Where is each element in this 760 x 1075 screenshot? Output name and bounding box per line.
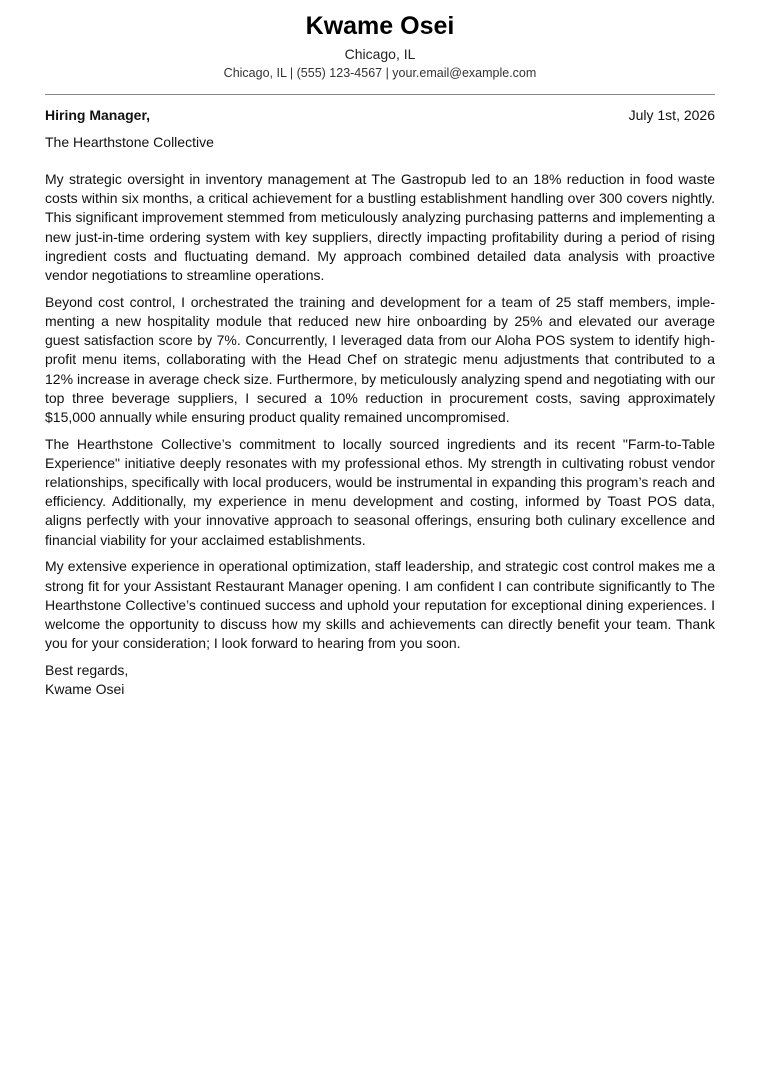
body-paragraph: The Hearthstone Collective’s commitment to locally sourced ingredients and its recent "Farm-to-Table Experience" initiative deeply resonates with my professional ethos. My strength in cultivating robust vendor relationships, specifically with local producers, would be instrumental in expanding this program’s reach and efficiency. Additionally, my experience in menu development and costing, informed by Toast POS data, aligns perfectly with your innovative approach to seasonal offerings, ensuring both culinary excellence and financial viability for your acclaimed establishments. xyxy=(45,435,715,548)
body-paragraph: My extensive experience in operational optimization, staff leadership, and strategic cost control makes me a strong fit for your Assistant Restaurant Manager opening. I am confident I can contribute significantly to The Hearthstone Collective’s continued success and uphold your reputation for exceptional dining experiences. I welcome the opportunity to discuss how my skills and achievements can directly benefit your team. Thank you for your consideration; I look forward to hearing from you soon. xyxy=(45,558,715,652)
recipient-salutation: Hiring Manager, xyxy=(45,107,151,123)
header-divider xyxy=(45,94,715,95)
applicant-name: Kwame Osei xyxy=(305,12,455,40)
closing-phrase: Best regards, xyxy=(45,661,129,678)
letter-closing xyxy=(45,661,715,699)
signature-name: Kwame Osei xyxy=(45,681,125,698)
letter-body xyxy=(45,170,715,653)
body-paragraph: My strategic oversight in inventory management at The Gastropub led to an 18% reduction in food waste costs within six months, a critical achievement for a bustling establishment handling over 300 covers nightly. This significant improvement stemmed from meticulously analyzing purchasing patterns and implementing a new just-in-time ordering system with key suppliers, directly impacting profitability during a period of rising ingredient costs and fluctuating demand. My approach combined detailed data analysis with proactive vendor negotiations to streamline operations. xyxy=(45,171,715,284)
recipient-date-row xyxy=(45,105,715,125)
letter-date: July 1st, 2026 xyxy=(628,107,715,123)
recipient-company: The Hearthstone Collective xyxy=(45,134,214,150)
applicant-contact-line: Chicago, IL | (555) 123-4567 | your.email@example.com xyxy=(223,66,537,80)
body-paragraph: Beyond cost control, I orchestrated the training and development for a team of 25 staff members, imple-menting a new hospitality module that reduced new hire onboarding by 25% and elevated our average guest satisfaction score by 7%. Concurrently, I leveraged data from our Aloha POS system to identify high-profit menu items, collaborating with the Head Chef on strategic menu adjustments that contributed to a 12% increase in average check size. Furthermore, by meticulously analyzing spend and negotiating with our top three beverage suppliers, I secured a 10% reduction in procurement costs, saving approximately $15,000 annually while ensuring product quality remained uncompromised. xyxy=(45,293,715,425)
letter-header xyxy=(45,0,715,82)
applicant-location: Chicago, IL xyxy=(344,46,416,62)
